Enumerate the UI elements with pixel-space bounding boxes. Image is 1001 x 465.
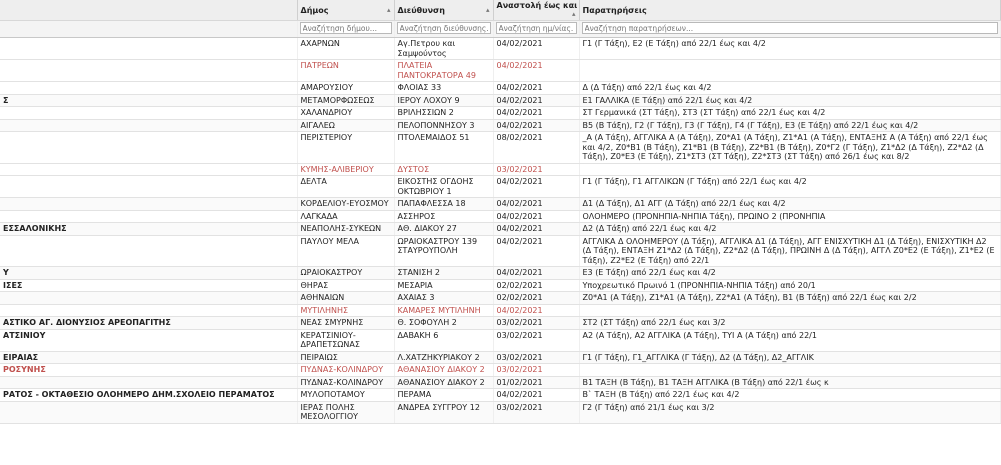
address-cell: ΠΤΟΛΕΜΑΙΔΟΣ 51: [394, 132, 493, 164]
notes-cell: ΣΤ Γερμανικά (ΣΤ Τάξη), ΣΤ3 (ΣΤ Τάξη) από 22/1 έως και 4/2: [579, 107, 1000, 120]
notes-cell: Α2 (Α Τάξη), Α2 ΑΓΓΛΙΚΑ (Α Τάξη), ΤΥΙ Α (Α Τάξη) από 22/1: [579, 329, 1000, 351]
school-cell: ΙΣΕΣ: [0, 279, 297, 292]
notes-cell: Γ2 (Γ Τάξη) από 21/1 έως και 3/2: [579, 401, 1000, 423]
municipality-cell: ΑΜΑΡΟΥΣΙΟΥ: [297, 82, 394, 95]
address-cell: ΔΥΣΤΟΣ: [394, 163, 493, 176]
table-row[interactable]: [0, 304, 1000, 317]
notes-cell: ΑΓΓΛΙΚΑ Δ ΟΛΟΗΜΕΡΟΥ (Δ Τάξη), ΑΓΓΛΙΚΑ Δ1 (Δ Τάξη), ΑΓΓ ΕΝΙΣΧΥΤΙΚΗ Δ1 (Δ Τάξη), ΕΝΙΣΧΥΤΙΚΗ Δ2 (Δ Τάξη), ΕΝΤΑΞΗ Z1*Δ2 (Δ Τάξη), Z2*Δ2 (Δ Τάξη), ΠΡΩΙΝΗ Δ (Δ Τάξη), ΑΓΓΛ Z0*E2 (Ε Τάξη), Z1*E2 (Ε Τάξη), Z2*E2 (Ε Τάξη) από 22/1: [579, 235, 1000, 267]
date-cell: 08/02/2021: [493, 132, 579, 164]
notes-cell: Ε3 (Ε Τάξη) από 22/1 έως και 4/2: [579, 267, 1000, 280]
notes-cell: Β` ΤΑΞΗ (Β Τάξη) από 22/1 έως και 4/2: [579, 389, 1000, 402]
notes-cell: Δ (Δ Τάξη) από 22/1 έως και 4/2: [579, 82, 1000, 95]
filter-cell-notes: [579, 21, 1000, 38]
notes-cell: Γ1 (Γ Τάξη), Γ1 ΑΓΓΛΙΚΩΝ (Γ Τάξη) από 22/1 έως και 4/2: [579, 176, 1000, 198]
address-search-input[interactable]: [397, 22, 491, 34]
municipality-cell: ΠΥΔΝΑΣ-ΚΟΛΙΝΔΡΟΥ: [297, 364, 394, 377]
address-cell: ΑΘΑΝΑΣΙΟΥ ΔΙΑΚΟΥ 2: [394, 364, 493, 377]
school-cell: [0, 292, 297, 305]
date-cell: 03/02/2021: [493, 317, 579, 330]
school-cell: [0, 210, 297, 223]
address-cell: ΦΛΟΙΑΣ 33: [394, 82, 493, 95]
date-cell: 03/02/2021: [493, 329, 579, 351]
date-cell: 04/02/2021: [493, 94, 579, 107]
table-row[interactable]: [0, 198, 1000, 211]
municipality-cell: ΚΥΜΗΣ-ΑΛΙΒΕΡΙΟΥ: [297, 163, 394, 176]
address-cell: Αγ.Πετρου και Σαμψούντος: [394, 38, 493, 60]
date-cell: 03/02/2021: [493, 401, 579, 423]
address-cell: ΑΣΣΗΡΟΣ: [394, 210, 493, 223]
table-row[interactable]: [0, 267, 1000, 280]
municipality-cell: ΔΕΛΤΑ: [297, 176, 394, 198]
sort-icon: ▴: [386, 5, 391, 14]
municipality-cell: ΑΧΑΡΝΩΝ: [297, 38, 394, 60]
municipality-cell: ΝΕΑΣ ΣΜΥΡΝΗΣ: [297, 317, 394, 330]
municipality-cell: ΚΕΡΑΤΣΙΝΙΟΥ-ΔΡΑΠΕΤΣΩΝΑΣ: [297, 329, 394, 351]
table-row[interactable]: [0, 364, 1000, 377]
school-cell: [0, 107, 297, 120]
notes-cell: [579, 60, 1000, 82]
municipality-cell: ΚΟΡΔΕΛΙΟΥ-ΕΥΟΣΜΟΥ: [297, 198, 394, 211]
column-header-address[interactable]: Διεύθυνση ▴: [394, 0, 493, 21]
date-cell: 04/02/2021: [493, 119, 579, 132]
table-row[interactable]: [0, 163, 1000, 176]
school-cell: [0, 176, 297, 198]
date-cell: 01/02/2021: [493, 376, 579, 389]
date-cell: 04/02/2021: [493, 235, 579, 267]
address-cell: ΣΤΑΝΙΣΗ 2: [394, 267, 493, 280]
date-cell: 04/02/2021: [493, 210, 579, 223]
municipality-cell: ΠΥΔΝΑΣ-ΚΟΛΙΝΔΡΟΥ: [297, 376, 394, 389]
address-cell: ΩΡΑΙΟΚΑΣΤΡΟΥ 139 ΣΤΑΥΡΟΥΠΟΛΗ: [394, 235, 493, 267]
filter-cell-address: [394, 21, 493, 38]
municipality-cell: ΑΘΗΝΑΙΩΝ: [297, 292, 394, 305]
address-cell: ΑΝΔΡΕΑ ΣΥΓΓΡΟΥ 12: [394, 401, 493, 423]
filter-row: [0, 21, 1000, 38]
table-row[interactable]: [0, 235, 1000, 267]
school-cell: [0, 235, 297, 267]
table-row[interactable]: [0, 60, 1000, 82]
municipality-cell: ΜΕΤΑΜΟΡΦΩΣΕΩΣ: [297, 94, 394, 107]
date-cell: 02/02/2021: [493, 292, 579, 305]
date-cell: 04/02/2021: [493, 198, 579, 211]
school-cell: [0, 401, 297, 423]
date-cell: 02/02/2021: [493, 279, 579, 292]
school-cell: ΑΤΣΙΝΙΟΥ: [0, 329, 297, 351]
table-row[interactable]: [0, 210, 1000, 223]
municipality-cell: ΜΥΛΟΠΟΤΑΜΟΥ: [297, 389, 394, 402]
notes-cell: Δ2 (Δ Τάξη) από 22/1 έως και 4/2: [579, 223, 1000, 236]
table-row[interactable]: [0, 317, 1000, 330]
table-row[interactable]: [0, 38, 1000, 60]
table-row[interactable]: [0, 279, 1000, 292]
address-cell: ΠΕΡΑΜΑ: [394, 389, 493, 402]
date-cell: 04/02/2021: [493, 223, 579, 236]
header-row: [0, 0, 1000, 21]
municipality-cell: ΙΕΡΑΣ ΠΟΛΗΣ ΜΕΣΟΛΟΓΓΙΟΥ: [297, 401, 394, 423]
address-cell: ΑΧΑΙΑΣ 3: [394, 292, 493, 305]
address-cell: Λ.ΧΑΤΖΗΚΥΡΙΑΚΟΥ 2: [394, 351, 493, 364]
school-cell: [0, 60, 297, 82]
address-cell: ΙΕΡΟΥ ΛΟΧΟΥ 9: [394, 94, 493, 107]
date-cell: 04/02/2021: [493, 304, 579, 317]
date-cell: 03/02/2021: [493, 163, 579, 176]
address-cell: ΜΕΣΑΡΙΑ: [394, 279, 493, 292]
table-row[interactable]: [0, 292, 1000, 305]
table-row[interactable]: [0, 94, 1000, 107]
municipality-search-input[interactable]: [300, 22, 392, 34]
school-cell: ΕΣΣΑΛΟΝΙΚΗΣ: [0, 223, 297, 236]
sort-icon: ▴: [571, 10, 576, 18]
table-row[interactable]: [0, 223, 1000, 236]
municipality-cell: ΛΑΓΚΑΔΑ: [297, 210, 394, 223]
date-cell: 03/02/2021: [493, 351, 579, 364]
municipality-cell: ΠΕΙΡΑΙΩΣ: [297, 351, 394, 364]
notes-cell: [579, 364, 1000, 377]
filter-cell-school: [0, 21, 297, 38]
notes-cell: Δ1 (Δ Τάξη), Δ1 ΑΓΓ (Δ Τάξη) από 22/1 έως και 4/2: [579, 198, 1000, 211]
address-cell: ΔΑΒΑΚΗ 6: [394, 329, 493, 351]
table-row[interactable]: [0, 389, 1000, 402]
school-cell: ΡΟΣΥΝΗΣ: [0, 364, 297, 377]
address-cell: ΚΑΜΑΡΕΣ ΜΥΤΙΛΗΝΗ: [394, 304, 493, 317]
notes-cell: [579, 304, 1000, 317]
date-search-input[interactable]: [496, 22, 577, 34]
school-cell: [0, 82, 297, 95]
column-header-date[interactable]: Αναστολή έως και ▴: [493, 0, 579, 21]
date-cell: 04/02/2021: [493, 107, 579, 120]
notes-cell: Υποχρεωτικό Πρωινό 1 (ΠΡΟΝΗΠΙΑ-ΝΗΠΙΑ Τάξη) από 20/1: [579, 279, 1000, 292]
school-cell: [0, 132, 297, 164]
school-cell: [0, 304, 297, 317]
notes-cell: ΟΛΟΗΜΕΡΟ (ΠΡΟΝΗΠΙΑ-ΝΗΠΙΑ Τάξη), ΠΡΩΙΝΟ 2 (ΠΡΟΝΗΠΙΑ: [579, 210, 1000, 223]
address-cell: ΠΕΛΟΠΟΝΝΗΣΟΥ 3: [394, 119, 493, 132]
column-header-notes[interactable]: Παρατηρήσεις: [579, 0, 1000, 21]
address-cell: ΑΘΑΝΑΣΙΟΥ ΔΙΑΚΟΥ 2: [394, 376, 493, 389]
notes-cell: Z0*A1 (Α Τάξη), Z1*A1 (Α Τάξη), Z2*A1 (Α Τάξη), Β1 (Β Τάξη) από 22/1 έως και 2/2: [579, 292, 1000, 305]
address-cell: ΠΛΑΤΕΙΑ ΠΑΝΤΟΚΡΑΤΟΡΑ 49: [394, 60, 493, 82]
address-cell: ΕΙΚΟΣΤΗΣ ΟΓΔΟΗΣ ΟΚΤΩΒΡΙΟΥ 1: [394, 176, 493, 198]
municipality-cell: ΑΙΓΑΛΕΩ: [297, 119, 394, 132]
school-cell: [0, 38, 297, 60]
notes-cell: Β1 ΤΑΞΗ (Β Τάξη), Β1 ΤΑΞΗ ΑΓΓΛΙΚΑ (Β Τάξη) από 22/1 έως κ: [579, 376, 1000, 389]
table-row[interactable]: [0, 376, 1000, 389]
date-cell: 04/02/2021: [493, 82, 579, 95]
filter-cell-municipality: [297, 21, 394, 38]
column-header-municipality[interactable]: Δήμος ▴: [297, 0, 394, 21]
municipality-cell: ΧΑΛΑΝΔΡΙΟΥ: [297, 107, 394, 120]
municipality-cell: ΝΕΑΠΟΛΗΣ-ΣΥΚΕΩΝ: [297, 223, 394, 236]
school-cell: Σ: [0, 94, 297, 107]
school-cell: ΡΑΤΟΣ - ΟΚΤΑΘΕΣΙΟ ΟΛΟΗΜΕΡΟ ΔΗΜ.ΣΧΟΛΕΙΟ ΠΕΡΑΜΑΤΟΣ: [0, 389, 297, 402]
notes-cell: [579, 163, 1000, 176]
notes-cell: Β5 (Β Τάξη), Γ2 (Γ Τάξη), Γ3 (Γ Τάξη), Γ4 (Γ Τάξη), Ε3 (Ε Τάξη) από 22/1 έως και 4/2: [579, 119, 1000, 132]
school-cell: [0, 163, 297, 176]
school-cell: ΕΙΡΑΙΑΣ: [0, 351, 297, 364]
date-cell: 04/02/2021: [493, 176, 579, 198]
column-header-school[interactable]: [0, 0, 297, 21]
sort-icon: ▴: [485, 5, 490, 14]
filter-cell-date: [493, 21, 579, 38]
notes-cell: Γ1 (Γ Τάξη), Γ1_ΑΓΓΛΙΚΑ (Γ Τάξη), Δ2 (Δ Τάξη), Δ2_ΑΓΓΛΙΚ: [579, 351, 1000, 364]
table-body: [0, 38, 1000, 424]
notes-cell: ΣΤ2 (ΣΤ Τάξη) από 22/1 έως και 3/2: [579, 317, 1000, 330]
table-row[interactable]: [0, 351, 1000, 364]
municipality-cell: ΠΑΤΡΕΩΝ: [297, 60, 394, 82]
date-cell: 04/02/2021: [493, 38, 579, 60]
table-row[interactable]: [0, 329, 1000, 351]
school-cell: [0, 376, 297, 389]
date-cell: 04/02/2021: [493, 267, 579, 280]
municipality-cell: ΠΕΡΙΣΤΕΡΙΟΥ: [297, 132, 394, 164]
school-cell: [0, 119, 297, 132]
municipality-cell: ΩΡΑΙΟΚΑΣΤΡΟΥ: [297, 267, 394, 280]
notes-search-input[interactable]: [582, 22, 998, 34]
notes-cell: _Α (Α Τάξη), ΑΓΓΛΙΚΑ Α (Α Τάξη), Z0*A1 (Α Τάξη), Z1*A1 (Α Τάξη), ΕΝΤΑΞΗΣ Α (Α Τάξη) από 22/1 έως και 4/2, Z0*B1 (Β Τάξη), Z1*B1 (Β Τάξη), Z2*B1 (Β Τάξη), Z0*Γ2 (Γ Τάξη), Z1*Δ2 (Δ Τάξη), Z2*Δ2 (Δ Τάξη), Z0*E3 (Ε Τάξη), Z1*ΣΤ3 (ΣΤ Τάξη), Z2*ΣΤ3 (ΣΤ Τάξη) από 26/1 έως και 8/2: [579, 132, 1000, 164]
address-cell: ΠΑΠΑΦΛΕΣΣΑ 18: [394, 198, 493, 211]
municipality-cell: ΘΗΡΑΣ: [297, 279, 394, 292]
notes-cell: Γ1 (Γ Τάξη), Ε2 (Ε Τάξη) από 22/1 έως και 4/2: [579, 38, 1000, 60]
school-cell: [0, 198, 297, 211]
municipality-cell: ΜΥΤΙΛΗΝΗΣ: [297, 304, 394, 317]
address-cell: ΑΘ. ΔΙΑΚΟΥ 27: [394, 223, 493, 236]
table-row[interactable]: [0, 401, 1000, 423]
date-cell: 04/02/2021: [493, 389, 579, 402]
municipality-cell: ΠΑΥΛΟΥ ΜΕΛΑ: [297, 235, 394, 267]
school-cell: Υ: [0, 267, 297, 280]
address-cell: ΒΡΙΛΗΣΣΙΩΝ 2: [394, 107, 493, 120]
table-row[interactable]: [0, 119, 1000, 132]
table-row[interactable]: [0, 107, 1000, 120]
date-cell: 03/02/2021: [493, 364, 579, 377]
table-row[interactable]: [0, 132, 1000, 164]
school-cell: ΑΣΤΙΚΟ ΑΓ. ΔΙΟΝΥΣΙΟΣ ΑΡΕΟΠΑΓΙΤΗΣ: [0, 317, 297, 330]
address-cell: Θ. ΣΟΦΟΥΛΗ 2: [394, 317, 493, 330]
date-cell: 04/02/2021: [493, 60, 579, 82]
notes-cell: Ε1 ΓΑΛΛΙΚΑ (Ε Τάξη) από 22/1 έως και 4/2: [579, 94, 1000, 107]
table-row[interactable]: [0, 176, 1000, 198]
table-row[interactable]: [0, 82, 1000, 95]
